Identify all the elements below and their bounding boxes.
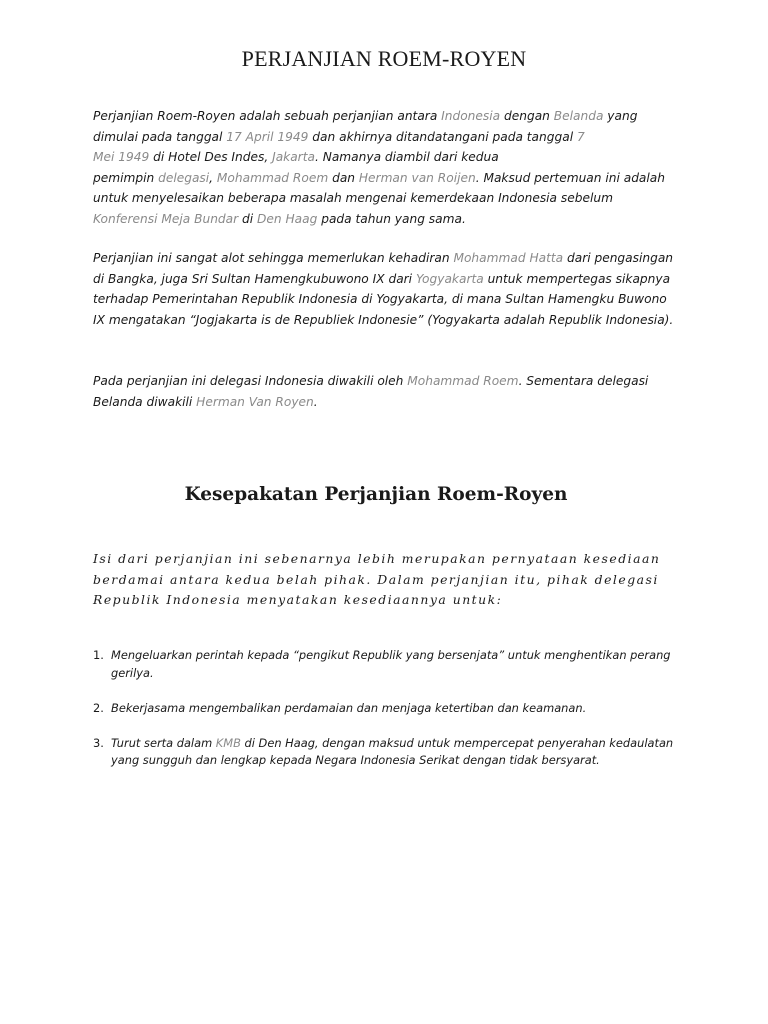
list-item-text bbox=[111, 736, 673, 768]
text-segment: di Hotel Des Indes, bbox=[149, 150, 273, 165]
link-belanda[interactable]: Belanda bbox=[553, 109, 604, 123]
text-segment: pada tahun yang sama. bbox=[317, 211, 466, 226]
link-jakarta[interactable]: Jakarta bbox=[272, 150, 315, 165]
list-number: 2. bbox=[93, 700, 104, 715]
section-title: Kesepakatan Perjanjian Roem-Royen bbox=[184, 484, 568, 505]
text-segment: dan akhirnya ditandatangani pada tanggal bbox=[308, 129, 577, 144]
link-yogyakarta[interactable]: Yogyakarta bbox=[415, 271, 484, 286]
link-den-haag[interactable]: Den Haag bbox=[257, 211, 318, 226]
paragraph-delegations bbox=[93, 371, 678, 412]
text-segment: Turut serta dalam bbox=[111, 735, 216, 750]
link-7-mei-1949-day: 7 bbox=[576, 129, 585, 144]
link-mohammad-roem[interactable]: Mohammad Roem bbox=[216, 170, 329, 185]
text-segment: dengan bbox=[500, 109, 554, 123]
text-segment: . Sementara delegasi Belanda diwakili bbox=[93, 374, 649, 409]
text-segment: di bbox=[238, 211, 258, 226]
link-mohammad-roem-2[interactable]: Mohammad Roem bbox=[407, 374, 519, 388]
link-indonesia[interactable]: Indonesia bbox=[441, 109, 501, 123]
list-number: 3. bbox=[93, 735, 104, 750]
text-segment: yang dimulai pada tanggal bbox=[93, 109, 638, 144]
text-segment: dan bbox=[328, 170, 359, 185]
text-segment: dari pengasingan di Bangka, juga Sri Sultan Hamengkubuwono IX dari bbox=[93, 251, 674, 286]
text-segment: Perjanjian ini sangat alot sehingga memerlukan kehadiran bbox=[93, 251, 454, 265]
text-segment: . Maksud pertemuan ini adalah untuk menyelesaikan beberapa masalah mengenai kemerdekaan Indonesia sebelum bbox=[93, 170, 665, 206]
list-item-text: Mengeluarkan perintah kepada “pengikut Republik yang bersenjata” untuk menghentikan perang gerilya. bbox=[111, 648, 671, 680]
document-title: PERJANJIAN ROEM-ROYEN bbox=[241, 46, 527, 71]
text-segment: . bbox=[313, 394, 318, 409]
list-item bbox=[93, 735, 683, 770]
list-number: 1. bbox=[93, 648, 104, 662]
link-mohammad-hatta[interactable]: Mohammad Hatta bbox=[453, 251, 564, 265]
text-segment: . Namanya diambil dari kedua bbox=[314, 150, 499, 165]
link-konferensi-meja-bundar[interactable]: Konferensi Meja Bundar bbox=[93, 211, 239, 226]
link-herman-van-royen[interactable]: Herman Van Royen bbox=[196, 394, 314, 409]
link-7-mei-1949-month: Mei 1949 bbox=[93, 150, 150, 165]
link-herman-van-roijen[interactable]: Herman van Roijen bbox=[358, 170, 476, 185]
text-segment: pemimpin bbox=[93, 170, 159, 185]
list-item bbox=[93, 700, 683, 718]
paragraph-negotiation bbox=[93, 248, 678, 330]
link-17-april-1949[interactable]: 17 April 1949 bbox=[226, 129, 309, 144]
link-kmb[interactable]: KMB bbox=[215, 735, 241, 750]
list-item-text: Bekerjasama mengembalikan perdamaian dan menjaga ketertiban dan keamanan. bbox=[111, 700, 587, 715]
paragraph-intro bbox=[93, 106, 678, 230]
text-segment: Perjanjian Roem-Royen adalah sebuah perjanjian antara bbox=[93, 109, 442, 123]
text-segment: Pada perjanjian ini delegasi Indonesia diwakili oleh bbox=[93, 374, 408, 388]
text-segment: , bbox=[209, 170, 217, 185]
text-segment: di Den Haag, dengan maksud untuk mempercepat penyerahan kedaulatan yang sungguh dan lengkap kepada Negara Indonesia Serikat dengan tidak bersyarat. bbox=[111, 735, 674, 767]
link-delegasi[interactable]: delegasi bbox=[158, 170, 210, 185]
text-segment: untuk mempertegas sikapnya terhadap Pemerintahan Republik Indonesia di Yogyakarta, di mana Sultan Hamengku Buwono IX mengatakan “Jogjakarta is de Republiek Indonesie” (Yogyakarta adalah Republik Indonesia). bbox=[93, 271, 674, 327]
list-item bbox=[93, 647, 683, 682]
section-intro: Isi dari perjanjian ini sebenarnya lebih merupakan pernyataan kesediaan berdamai antara kedua belah pihak. Dalam perjanjian itu, pihak delegasi Republik Indonesia menyatakan kesediaannya untuk: bbox=[93, 551, 661, 607]
agreement-list bbox=[93, 647, 683, 770]
